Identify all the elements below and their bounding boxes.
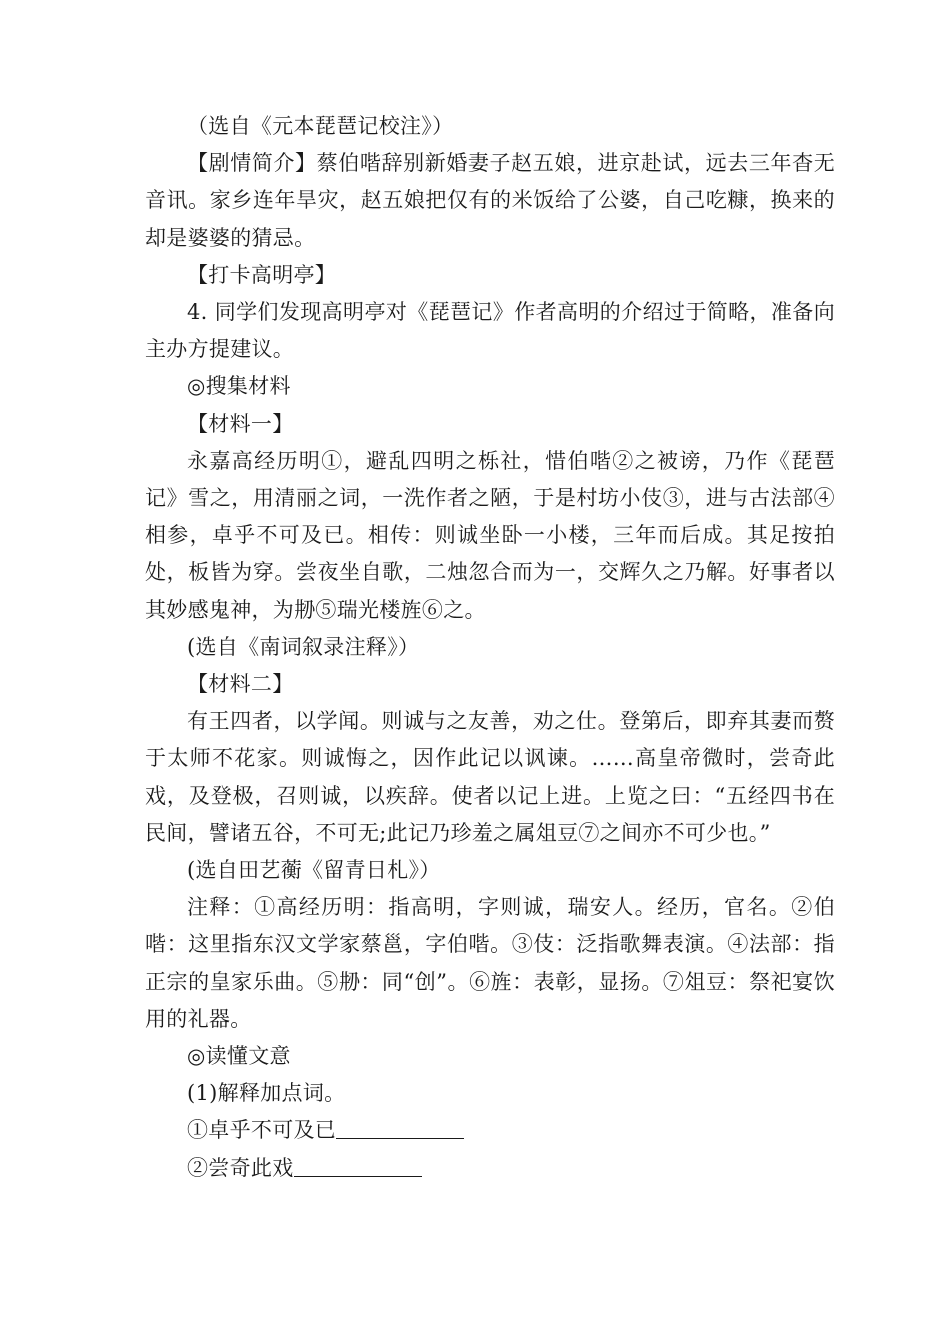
material-1-source: (选自《南词叙录注释》） [187,634,420,659]
fill-item-1-text: ①卓乎不可及已 [187,1118,337,1143]
plot-summary: 【剧情简介】蔡伯喈辞别新婚妻子赵五娘，进京赴试，远去三年杳无音讯。家乡连年旱灾，赵五娘把仅有的米饭给了公婆，自己吃糠，换来的却是婆婆的猜忌。 [145,151,835,250]
answer-blank-2[interactable] [294,1152,422,1177]
sub-question-1: (1)解释加点词。 [187,1081,346,1106]
section-title: 【打卡高明亭】 [187,262,337,287]
answer-blank-1[interactable] [336,1114,464,1139]
document-body [145,108,835,1187]
material-2-title: 【材料二】 [187,672,294,697]
source-citation-1: （选自《元本琵琶记校注》） [187,114,454,138]
material-1-title: 【材料一】 [187,411,294,436]
step-collect-materials: ◎搜集材料 [187,374,291,399]
question-4: 4. 同学们发现高明亭对《琵琶记》作者高明的介绍过于简略，准备向主办方提建议。 [145,300,835,362]
fill-item-2 [145,1150,835,1187]
fill-item-1 [145,1112,835,1149]
material-2-source: (选自田艺蘅《留青日札》） [187,858,441,883]
annotation-notes: 注释：①高经历明：指高明，字则诚，瑞安人。经历，官名。②伯喈：这里指东汉文学家蔡邕，字伯喈。③伎：泛指歌舞表演。④法部：指正宗的皇家乐曲。⑤刱：同“创”。⑥旌：表彰，显扬。⑦俎豆：祭祀宴饮用的礼器。 [145,895,835,1031]
material-1-text: 永嘉高经历明①，避乱四明之栎社，惜伯喈②之被谤，乃作《琵琶记》雪之，用清丽之词，一洗作者之陋，于是村坊小伎③，进与古法部④相参，卓乎不可及已。相传：则诚坐卧一小楼，三年而后成。其足按拍处，板皆为穿。尝夜坐自歌，二烛忽合而为一，交辉久之乃解。好事者以其妙感鬼神，为刱⑤瑞光楼旌⑥之。 [145,448,835,622]
material-2-text: 有王四者，以学闻。则诚与之友善，劝之仕。登第后，即弃其妻而赘于太师不花家。则诚悔之，因作此记以讽谏。……高皇帝微时，尝奇此戏，及登极，召则诚，以疾辞。使者以记上进。上览之曰：“五经四书在民间，譬诸五谷，不可无;此记乃珍羞之属俎豆⑦之间亦不可少也。” [145,709,835,845]
fill-item-2-text: ②尝奇此戏 [187,1155,294,1180]
step-read-meaning: ◎读懂文意 [187,1044,291,1069]
